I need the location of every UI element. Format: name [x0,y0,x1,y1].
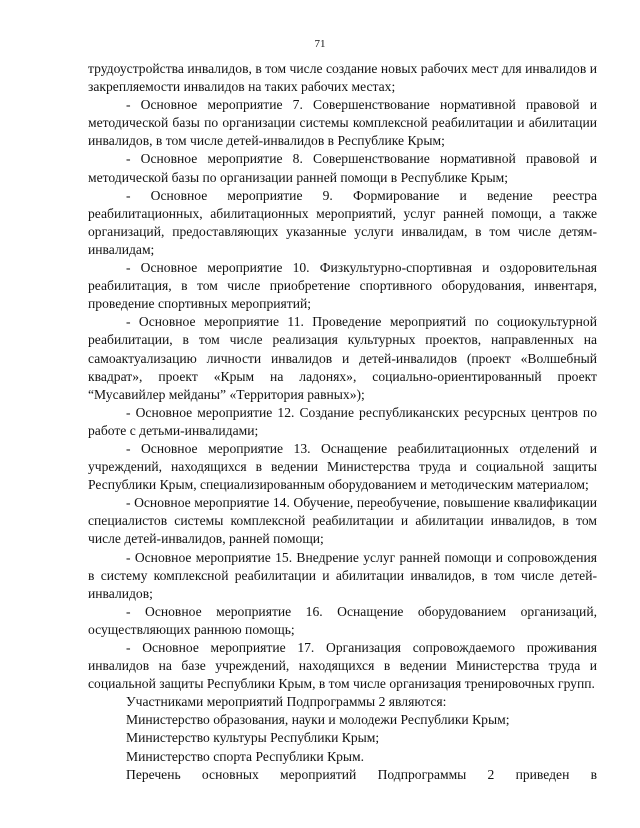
paragraph-measure-15: - Основное мероприятие 15. Внедрение услуг ранней помощи и сопровождения в систему комплексной реабилитации и абилитации инвалидов, в том числе детей-инвалидов; [88,549,597,601]
participant-ministry-sport: Министерство спорта Республики Крым. [126,748,365,764]
paragraph-measure-11: - Основное мероприятие 11. Проведение мероприятий по социокультурной реабилитации, в том числе реализация культурных проектов, направленных на самоактуализацию личности инвалидов и детей-инвалидов (проект «Волшебный квадрат», проект «Крым на ладонях», социально-ориентированный проект “Мусавийлер мейданы” «Территория равных»); [88,314,597,402]
paragraph-measure-16: - Основное мероприятие 16. Оснащение оборудованием организаций, осуществляющих раннюю помощь; [88,603,597,637]
paragraph-measure-9: - Основное мероприятие 9. Формирование и ведение реестра реабилитационных, абилитационных мероприятий, услуг ранней помощи, а также организаций, предоставляющих указанные услуги инвалидам, в том числе детям-инвалидам; [88,187,597,257]
paragraph-list-reference: Перечень основных мероприятий Подпрограммы 2 приведен в [126,766,597,782]
paragraph-measure-12: - Основное мероприятие 12. Создание республиканских ресурсных центров по работе с детьми-инвалидами; [88,404,597,438]
paragraph-employment: трудоустройства инвалидов, в том числе создание новых рабочих мест для инвалидов и закрепляемости инвалидов на таких рабочих местах; [88,61,597,95]
participant-ministry-education: Министерство образования, науки и молодежи Республики Крым; [126,712,510,728]
participant-ministry-culture: Министерство культуры Республики Крым; [126,730,380,746]
paragraph-measure-17: - Основное мероприятие 17. Организация сопровождаемого проживания инвалидов на базе учреждений, находящихся в ведении Министерства труда и социальной защиты Республики Крым, в том числе организация тренировочных групп. [88,640,597,692]
document-body [88,60,597,784]
paragraph-measure-14: - Основное мероприятие 14. Обучение, переобучение, повышение квалификации специалистов системы комплексной реабилитации и абилитации инвалидов, в том числе детей-инвалидов, ранней помощи; [88,495,597,547]
paragraph-participants-intro: Участниками мероприятий Подпрограммы 2 являются: [126,694,447,710]
paragraph-measure-13: - Основное мероприятие 13. Оснащение реабилитационных отделений и учреждений, находящихся в ведении Министерства труда и социальной защиты Республики Крым, специализированным оборудованием и методическим материалом; [88,440,597,493]
paragraph-measure-10: - Основное мероприятие 10. Физкультурно-спортивная и оздоровительная реабилитация, в том числе приобретение спортивного оборудования, инвентаря, проведение спортивных мероприятий; [88,260,597,312]
paragraph-measure-7: - Основное мероприятие 7. Совершенствование нормативной правовой и методической базы по организации системы комплексной реабилитации и абилитации инвалидов, в том числе детей-инвалидов в Республике Крым; [88,97,597,149]
page-number: 71 [314,38,326,50]
paragraph-measure-8: - Основное мероприятие 8. Совершенствование нормативной правовой и методической базы по организации ранней помощи в Республике Крым; [88,151,597,185]
